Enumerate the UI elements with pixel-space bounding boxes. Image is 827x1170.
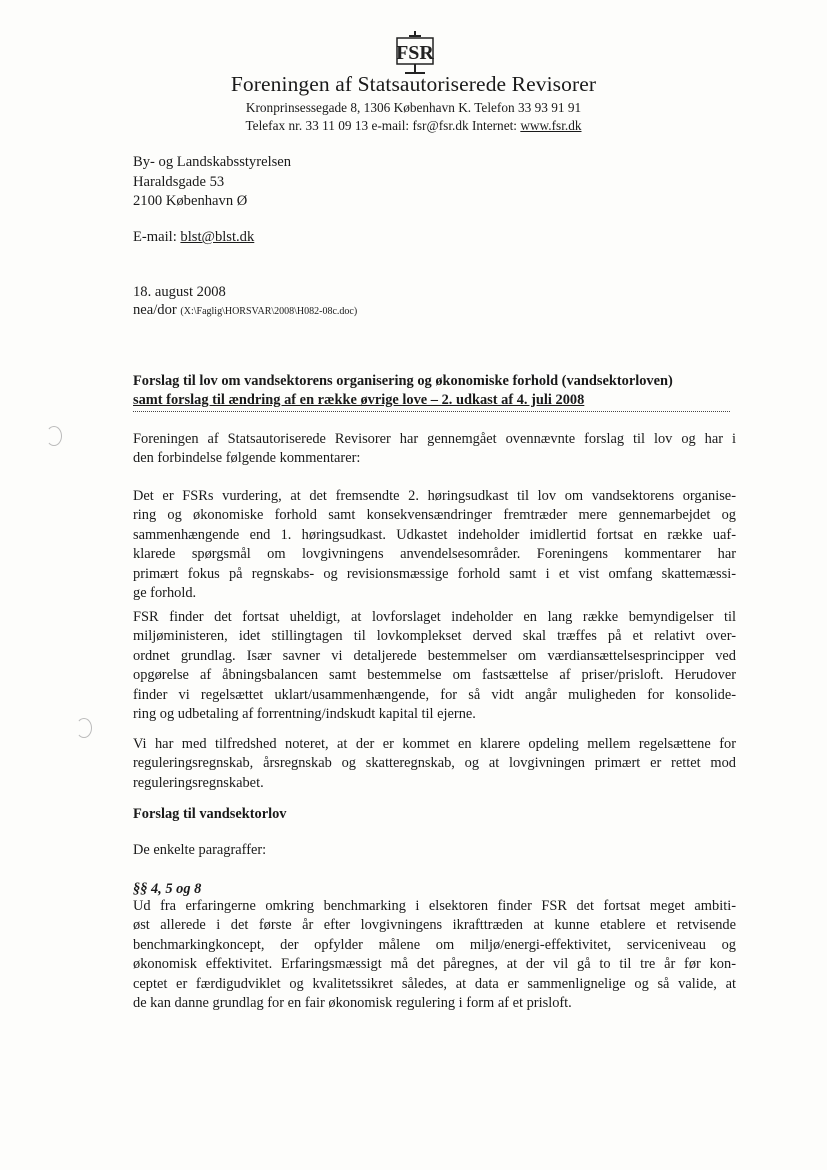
recipient-street: Haraldsgade 53 (133, 173, 225, 190)
section-paragraph-ref: §§ 4, 5 og 8 (133, 881, 202, 897)
contact-details: Telefax nr. 33 11 09 13 e-mail: fsr@fsr.dk Internet: (245, 118, 521, 133)
text-line: reguleringsregnskab, årsregnskab og skatteregnskab, og at lovgivningen primært er rettet mod (133, 755, 736, 772)
text-line: den forbindelse følgende kommentarer: (133, 450, 361, 467)
text-line: ordnet grundlag. Især savner vi detaljerede bestemmelser om værdiansættelsesprincipper ved (133, 647, 736, 664)
paragraph-benchmarking (133, 897, 736, 1013)
recipient-city: 2100 København Ø (133, 193, 248, 209)
text-line: primært fokus på regnskabs- og revisionsmæssige forhold samt i et vist omfang skattemæssi- (133, 565, 736, 582)
website-link[interactable]: www.fsr.dk (520, 118, 582, 133)
email-label: E-mail: (133, 229, 181, 245)
organization-address: Kronprinsessegade 8, 1306 København K. Telefon 33 93 91 91 (245, 100, 582, 115)
initials: nea/dor (133, 302, 181, 318)
text-line: økonomisk effektivitet. Erfaringsmæssigt må det påregnes, at der vil gå to til tre år før kon- (133, 956, 736, 973)
text-line: klarede spørgsmål om lovgivningens anvendelsesområder. Foreningens kommentarer har (133, 546, 736, 563)
text-line: benchmarkingkoncept, der opfylder målene om miljø/energi-effektivitet, serviceniveau og (133, 936, 736, 953)
recipient-address (133, 153, 291, 212)
punch-hole-mark (46, 426, 62, 446)
text-line: miljøministeren, idet stillingtagen til lovkomplekset derved skal træffes på et relativt over- (133, 628, 736, 645)
organization-contact (0, 118, 827, 134)
text-line: ring og udbetaling af forrentning/indskudt kapital til ejerne. (133, 706, 476, 723)
text-line: sammenhængende end 1. høringsudkast. Udkastet indeholder imidlertid fortsat en række uaf- (133, 526, 736, 543)
text-line: øst allerede i det første år efter lovgivningens ikrafttræden at kunne etablere et retvisende (133, 917, 736, 934)
recipient-name: By- og Landskabsstyrelsen (133, 154, 292, 170)
punch-hole-mark (76, 718, 92, 738)
recipient-email-line (133, 229, 254, 246)
text-line: ring og økonomiske forhold samt konsekvensændringer fremtræder mere gennemarbejdet og (133, 507, 736, 524)
letter-subject (133, 372, 729, 410)
letter-date: 18. august 2008 (133, 284, 226, 300)
text-line: de kan danne grundlag for en fair økonomisk regulering i form af et prisloft. (133, 995, 572, 1012)
text-line: Det er FSRs vurdering, at det fremsendte 2. høringsudkast til lov om vandsektorens organise- (133, 488, 736, 504)
paragraph-concerns (133, 608, 736, 724)
file-reference: (X:\Faglig\HORSVAR\2008\H082-08c.doc) (180, 306, 358, 317)
text-line: ceptet er færdigudviklet og kvalitetssikret således, at data er sammenlignelige og så valide, at (133, 975, 736, 992)
paragraph-assessment (133, 487, 736, 603)
text-line: Foreningen af Statsautoriserede Revisorer har gennemgået ovennævnte forslag til lov og har i (133, 431, 736, 447)
paragraphs-intro: De enkelte paragraffer: (133, 842, 267, 858)
paragraph-intro (133, 430, 736, 469)
text-line: opgørelse af åbningsbalancen samt bestemmelse om fastsættelse af priser/prisloft. Herudover (133, 667, 736, 684)
text-line: Vi har med tilfredshed noteret, at der er kommet en klarere opdeling mellem regelsættene for (133, 736, 736, 752)
paragraph-satisfaction (133, 735, 736, 793)
fsr-logo-icon (393, 30, 437, 76)
letter-meta (133, 283, 357, 321)
text-line: FSR finder det fortsat uheldigt, at lovforslaget indeholder en lang række bemyndigelser til (133, 609, 736, 625)
text-line: finder vi regelsættet uklart/usammenhængende, for så vidt angår muligheden for konsolide- (133, 686, 736, 703)
subject-divider (133, 411, 730, 412)
recipient-email-link[interactable]: blst@blst.dk (180, 229, 255, 245)
text-line: reguleringsregnskabet. (133, 774, 264, 791)
logo-text: FSR (396, 42, 434, 64)
text-line: ge forhold. (133, 585, 197, 602)
subject-line-2: samt forslag til ændring af en række øvrige love – 2. udkast af 4. juli 2008 (133, 392, 585, 408)
letter-reference (133, 301, 357, 321)
text-line: Ud fra erfaringerne omkring benchmarking i elsektoren finder FSR det fortsat meget ambiti- (133, 898, 736, 914)
organization-name: Foreningen af Statsautoriserede Revisorer (230, 72, 597, 96)
section-heading: Forslag til vandsektorlov (133, 806, 287, 822)
subject-line-1: Forslag til lov om vandsektorens organisering og økonomiske forhold (vandsektorloven) (133, 373, 673, 389)
